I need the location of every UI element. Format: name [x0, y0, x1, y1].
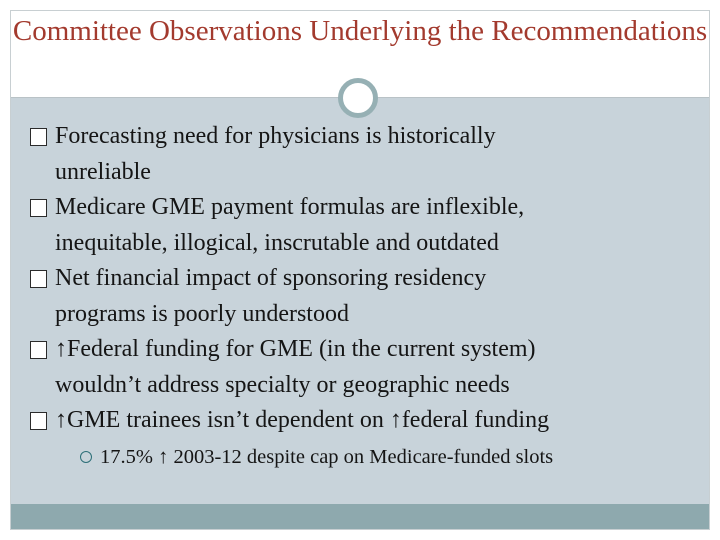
sub-bullet-item [80, 442, 553, 472]
sub-bullet-text: 17.5% ↑ 2003-12 despite cap on Medicare-funded slots [100, 446, 554, 468]
bullet-item [30, 190, 700, 261]
bullet-item [30, 261, 700, 332]
bullet-line: unreliable [55, 158, 151, 185]
bullet-item [30, 332, 700, 403]
bullet-line: Net financial impact of sponsoring residency [55, 265, 487, 291]
sub-bullet-list [80, 442, 553, 472]
square-bullet-icon [30, 270, 47, 288]
bullet-line: Forecasting need for physicians is historically [55, 123, 496, 149]
footer-bar [11, 504, 709, 529]
circle-ornament-icon [338, 78, 378, 118]
square-bullet-icon [30, 128, 47, 146]
slide-title: Committee Observations Underlying the Recommendations [12, 15, 708, 47]
bullet-list [30, 119, 700, 439]
square-bullet-icon [30, 199, 47, 217]
ring-bullet-icon [80, 451, 92, 463]
square-bullet-icon [30, 412, 47, 430]
bullet-item [30, 119, 700, 190]
bullet-line: Medicare GME payment formulas are inflexible, [55, 194, 525, 220]
bullet-line: wouldn’t address specialty or geographic needs [55, 371, 510, 398]
square-bullet-icon [30, 341, 47, 359]
bullet-line: programs is poorly understood [55, 300, 349, 327]
bullet-line: ↑Federal funding for GME (in the current system) [55, 336, 536, 362]
bullet-item [30, 403, 700, 439]
bullet-line: ↑GME trainees isn’t dependent on ↑federal funding [55, 407, 550, 433]
bullet-line: inequitable, illogical, inscrutable and outdated [55, 229, 499, 256]
